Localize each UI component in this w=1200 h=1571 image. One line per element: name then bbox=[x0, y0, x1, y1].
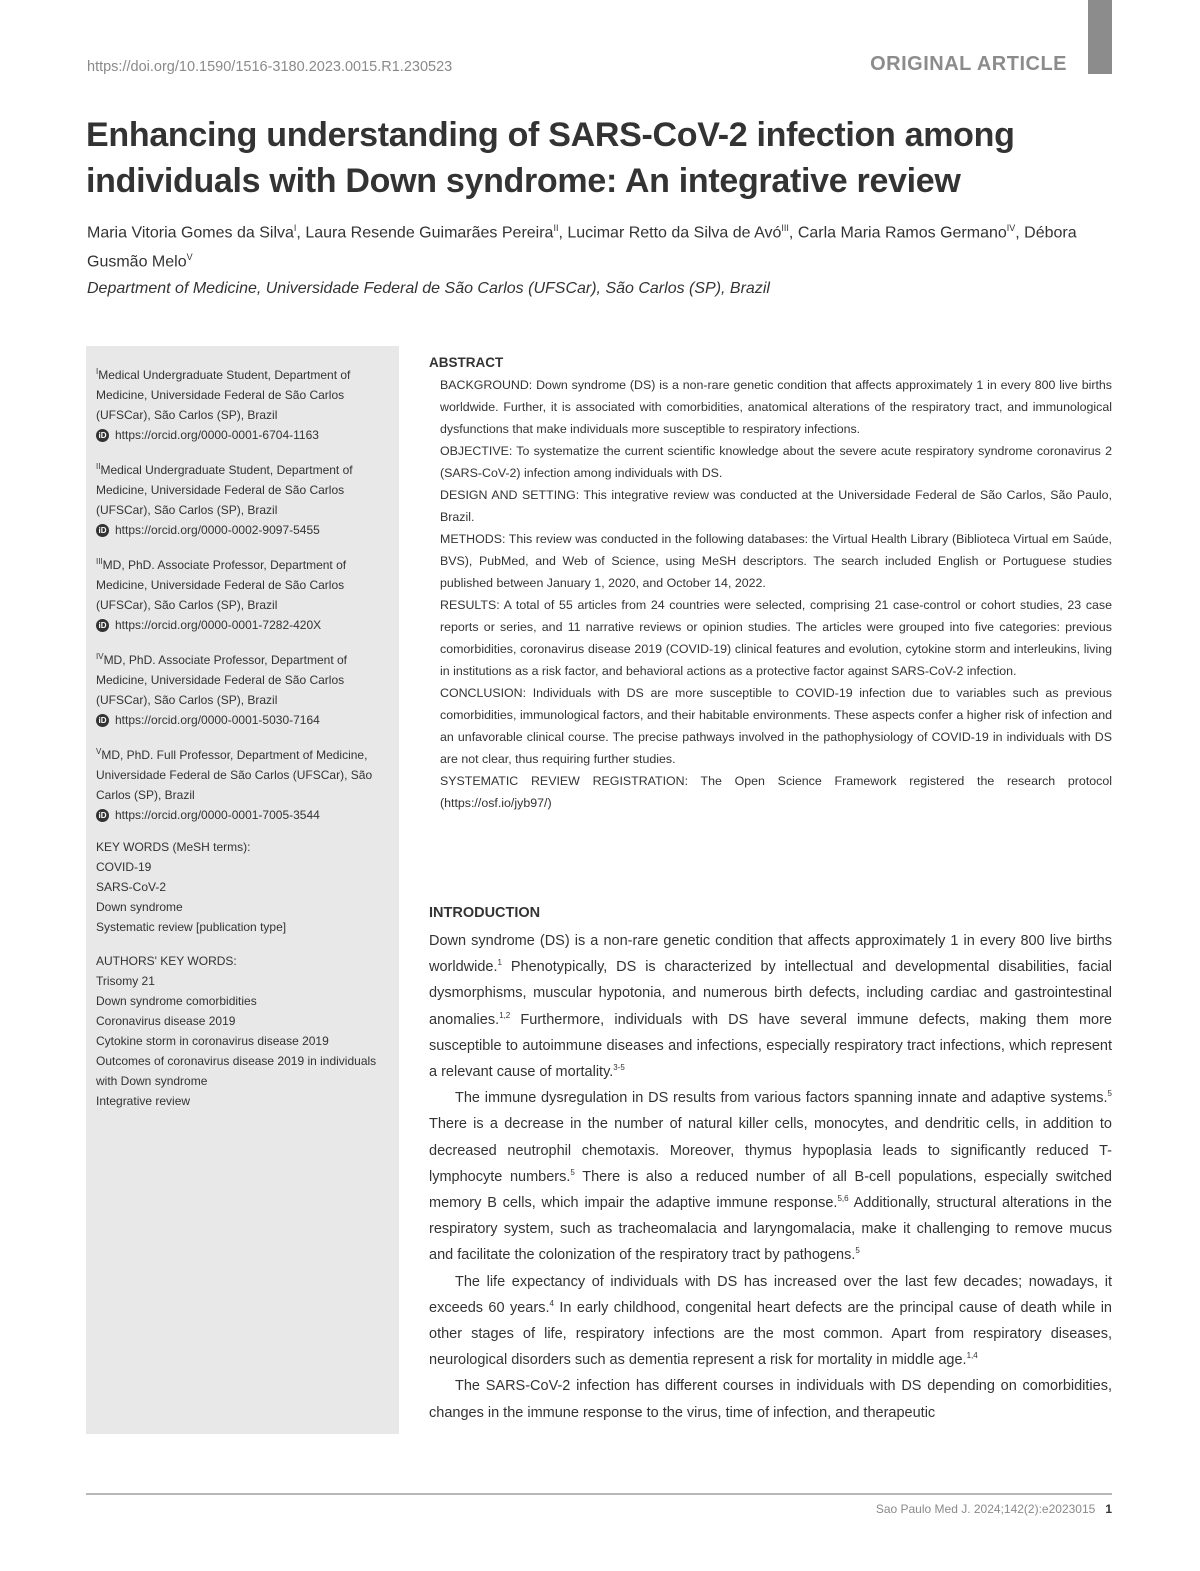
author-keyword-item: Coronavirus disease 2019 bbox=[96, 1014, 236, 1028]
orcid-link[interactable]: https://orcid.org/0000-0001-7282-420X bbox=[115, 618, 322, 632]
keyword-item: COVID-19 bbox=[96, 860, 152, 874]
author-separator: , bbox=[788, 224, 798, 242]
introduction-title: INTRODUCTION bbox=[429, 905, 541, 921]
affiliation-text: MD, PhD. Full Professor, Department of Medicine, Universidade Federal de São Carlos (UFSCar), São Carlos (SP), Brazil bbox=[96, 748, 373, 802]
affiliation-note bbox=[96, 362, 391, 445]
header-accent-bar bbox=[1088, 0, 1112, 74]
orcid-icon: iD bbox=[96, 619, 109, 632]
doi-link[interactable]: https://doi.org/10.1590/1516-3180.2023.0015.R1.230523 bbox=[87, 59, 453, 75]
affiliation-notes bbox=[96, 362, 391, 825]
affiliation-note-text bbox=[96, 457, 391, 520]
orcid-link[interactable]: https://orcid.org/0000-0001-7005-3544 bbox=[115, 808, 320, 822]
author-superscript: IV bbox=[1006, 223, 1016, 233]
affiliation-text: MD, PhD. Associate Professor, Department of Medicine, Universidade Federal de São Carlos (UFSCar), São Carlos (SP), Brazil bbox=[96, 653, 347, 707]
orcid-link[interactable]: https://orcid.org/0000-0002-9097-5455 bbox=[115, 523, 320, 537]
affiliation-note-text bbox=[96, 647, 391, 710]
affiliation-note bbox=[96, 552, 391, 635]
introduction-paragraph bbox=[429, 928, 1112, 1085]
journal-citation: Sao Paulo Med J. 2024;142(2):e2023015 bbox=[875, 1502, 1096, 1516]
paragraph-text: The life expectancy of individuals with DS has increased over the last few decades; nowadays, it exceeds 60 years. bbox=[429, 1273, 1112, 1316]
keywords-title: KEY WORDS (MeSH terms): bbox=[96, 840, 251, 854]
article-title: Enhancing understanding of SARS-CoV-2 infection among individuals with Down syndrome: An integrative review bbox=[86, 116, 1015, 200]
keyword-item: Down syndrome bbox=[96, 900, 183, 914]
citation-reference: 5 bbox=[1107, 1089, 1112, 1099]
abstract-section: METHODS: This review was conducted in the following databases: the Virtual Health Library (Biblioteca Virtual em Saúde, BVS), PubMed, and Web of Science, using MeSH descriptors. The search included English or Portuguese studies published between January 1, 2020, and October 14, 2022. bbox=[440, 532, 1112, 590]
citation-reference: 4 bbox=[549, 1299, 554, 1309]
affiliation-text: Medical Undergraduate Student, Department of Medicine, Universidade Federal de São Carlos (UFSCar), São Carlos (SP), Brazil bbox=[96, 368, 351, 422]
orcid-icon: iD bbox=[96, 714, 109, 727]
mesh-keywords bbox=[96, 837, 391, 937]
orcid-icon: iD bbox=[96, 524, 109, 537]
author-superscript: V bbox=[186, 252, 193, 263]
author-separator: , bbox=[1015, 224, 1025, 242]
paragraph-text: In early childhood, congenital heart defects are the principal cause of death while in other stages of life, respiratory infections are the most common. Apart from respiratory diseases, neurological disorders such as dementia represent a risk for mortality in middle age. bbox=[429, 1299, 1112, 1369]
citation-reference: 5 bbox=[570, 1168, 575, 1177]
affiliation-note-text bbox=[96, 742, 391, 805]
citation-reference: 1,2 bbox=[499, 1010, 511, 1020]
abstract bbox=[429, 352, 1112, 814]
paragraph-text: There is a decrease in the number of natural killer cells, monocytes, and dendritic cells, in addition to decreased neutrophil chemotaxis. Moreover, thymus hypoplasia leads to significantly reduced T-lymphocyte numbers. bbox=[429, 1116, 1112, 1185]
affiliation-note-text bbox=[96, 362, 391, 425]
author-separator: , bbox=[558, 224, 568, 242]
citation-reference: 3-5 bbox=[613, 1063, 625, 1073]
paragraph-text: The immune dysregulation in DS results from various factors spanning innate and adaptive systems. bbox=[455, 1090, 1108, 1107]
affiliation-note-text bbox=[96, 552, 391, 615]
author-name: Lucimar Retto da Silva de Avó bbox=[567, 224, 782, 242]
orcid-row bbox=[96, 615, 391, 635]
abstract-section: OBJECTIVE: To systematize the current scientific knowledge about the severe acute respiratory syndrome coronavirus 2 (SARS-CoV-2) infection among individuals with DS. bbox=[440, 444, 1112, 480]
author-keyword-item: Trisomy 21 bbox=[96, 974, 155, 988]
author-name: Débora Gusmão Melo bbox=[87, 224, 1077, 271]
page-number: 1 bbox=[1105, 1502, 1112, 1516]
author-superscript: I bbox=[293, 223, 297, 233]
paragraph-text: Additionally, structural alterations in the respiratory system, such as tracheomalacia and laryngomalacia, make it challenging to remove mucus and facilitate the colonization of the respiratory tract by pathogens. bbox=[429, 1195, 1112, 1264]
keyword-item: Systematic review [publication type] bbox=[96, 920, 287, 934]
citation-reference: 1,4 bbox=[966, 1351, 978, 1361]
abstract-section: RESULTS: A total of 55 articles from 24 countries were selected, comprising 21 case-control or cohort studies, 23 case reports or series, and 11 narrative reviews or opinion studies. The articles were grouped into five categories: previous comorbidities, coronavirus disease 2019 (COVID-19) clinical features and evolution, cytokine storm and interleukins, living in institutions as a risk factor, and behavioral actions as a protective factor against SARS-CoV-2 infection. bbox=[440, 598, 1112, 678]
author-superscript: III bbox=[781, 223, 789, 233]
author-keyword-item: Outcomes of coronavirus disease 2019 in individuals with Down syndrome bbox=[96, 1054, 377, 1088]
orcid-icon: iD bbox=[96, 429, 109, 442]
authors-keywords bbox=[96, 951, 391, 1111]
abstract-section: BACKGROUND: Down syndrome (DS) is a non-rare genetic condition that affects approximately 1 in every 800 live births worldwide. Further, it is associated with comorbidities, anatomical alterations of the respiratory tract, and immunological dysfunctions that make individuals more susceptible to respiratory infections. bbox=[440, 378, 1112, 436]
introduction-section bbox=[429, 901, 1112, 1426]
author-superscript: II bbox=[553, 223, 559, 233]
author-keyword-item: Integrative review bbox=[96, 1094, 191, 1108]
page-footer bbox=[876, 1502, 1112, 1516]
affiliation-note bbox=[96, 457, 391, 540]
keyword-item: SARS-CoV-2 bbox=[96, 880, 167, 894]
orcid-icon: iD bbox=[96, 809, 109, 822]
introduction-paragraph bbox=[429, 1085, 1112, 1268]
affiliation-note bbox=[96, 647, 391, 730]
paragraph-text: Furthermore, individuals with DS have several immune defects, making them more susceptible to autoimmune diseases and infections, especially respiratory tract infections, which represent a relevant cause of mortality. bbox=[429, 1011, 1112, 1081]
affiliation-text: Medical Undergraduate Student, Department of Medicine, Universidade Federal de São Carlos (UFSCar), São Carlos (SP), Brazil bbox=[96, 463, 353, 517]
author-list bbox=[87, 216, 1117, 275]
orcid-row bbox=[96, 425, 391, 445]
author-name: Carla Maria Ramos Germano bbox=[797, 224, 1007, 242]
abstract-section: SYSTEMATIC REVIEW REGISTRATION: The Open Science Framework registered the research protocol (https://osf.io/jyb97/) bbox=[440, 774, 1112, 810]
affiliation-superscript: II bbox=[96, 462, 101, 471]
abstract-section: CONCLUSION: Individuals with DS are more susceptible to COVID-19 infection due to variables such as previous comorbidities, immunological factors, and their habitable environments. These aspects confer a higher risk of infection and an unfavorable clinical course. The precise pathways involved in the pathophysiology of COVID-19 in individuals with DS are not clear, thus requiring further studies. bbox=[440, 686, 1112, 766]
introduction-paragraph bbox=[429, 1373, 1112, 1425]
affiliation-superscript: I bbox=[96, 367, 99, 376]
paragraph-text: Phenotypically, DS is characterized by intellectual and developmental disabilities, facial dysmorphisms, muscular hypotonia, and numerous birth defects, including cardiac and gastrointestinal anomalies. bbox=[429, 959, 1112, 1028]
introduction-paragraph bbox=[429, 1269, 1112, 1374]
author-keyword-item: Down syndrome comorbidities bbox=[96, 994, 257, 1008]
section-label: ORIGINAL ARTICLE bbox=[870, 53, 1067, 75]
orcid-row bbox=[96, 520, 391, 540]
paragraph-text: There is also a reduced number of all B-cell populations, especially switched memory B cells, which impair the adaptive immune response. bbox=[429, 1168, 1112, 1212]
authors-keywords-title: AUTHORS' KEY WORDS: bbox=[96, 954, 237, 968]
author-separator: , bbox=[296, 224, 306, 242]
orcid-link[interactable]: https://orcid.org/0000-0001-5030-7164 bbox=[115, 713, 320, 727]
abstract-section: DESIGN AND SETTING: This integrative review was conducted at the Universidade Federal de São Carlos, São Paulo, Brazil. bbox=[440, 488, 1112, 524]
paragraph-text: The SARS-CoV-2 infection has different courses in individuals with DS depending on comorbidities, changes in the immune response to the virus, time of infection, and therapeutic bbox=[429, 1378, 1112, 1421]
orcid-row bbox=[96, 710, 391, 730]
paragraph-text: Down syndrome (DS) is a non-rare genetic condition that affects approximately 1 in every 800 live births worldwide. bbox=[429, 933, 1112, 976]
affiliation-text: MD, PhD. Associate Professor, Department of Medicine, Universidade Federal de São Carlos (UFSCar), São Carlos (SP), Brazil bbox=[96, 558, 347, 612]
article-info-sidebar bbox=[86, 346, 399, 1434]
orcid-row bbox=[96, 805, 391, 825]
affiliation-superscript: IV bbox=[96, 652, 104, 661]
affiliation-superscript: III bbox=[96, 557, 103, 566]
abstract-title: ABSTRACT bbox=[429, 355, 504, 370]
orcid-link[interactable]: https://orcid.org/0000-0001-6704-1163 bbox=[115, 428, 319, 442]
citation-reference: 1 bbox=[497, 958, 502, 968]
footer-divider bbox=[86, 1493, 1112, 1495]
author-keyword-item: Cytokine storm in coronavirus disease 2019 bbox=[96, 1034, 329, 1048]
affiliation-note bbox=[96, 742, 391, 825]
author-name: Maria Vitoria Gomes da Silva bbox=[87, 224, 294, 242]
author-affiliation: Department of Medicine, Universidade Federal de São Carlos (UFSCar), São Carlos (SP), Brazil bbox=[87, 280, 770, 297]
affiliation-superscript: V bbox=[96, 747, 102, 756]
citation-reference: 5 bbox=[855, 1246, 860, 1256]
author-name: Laura Resende Guimarães Pereira bbox=[305, 224, 554, 242]
citation-reference: 5,6 bbox=[837, 1194, 849, 1204]
